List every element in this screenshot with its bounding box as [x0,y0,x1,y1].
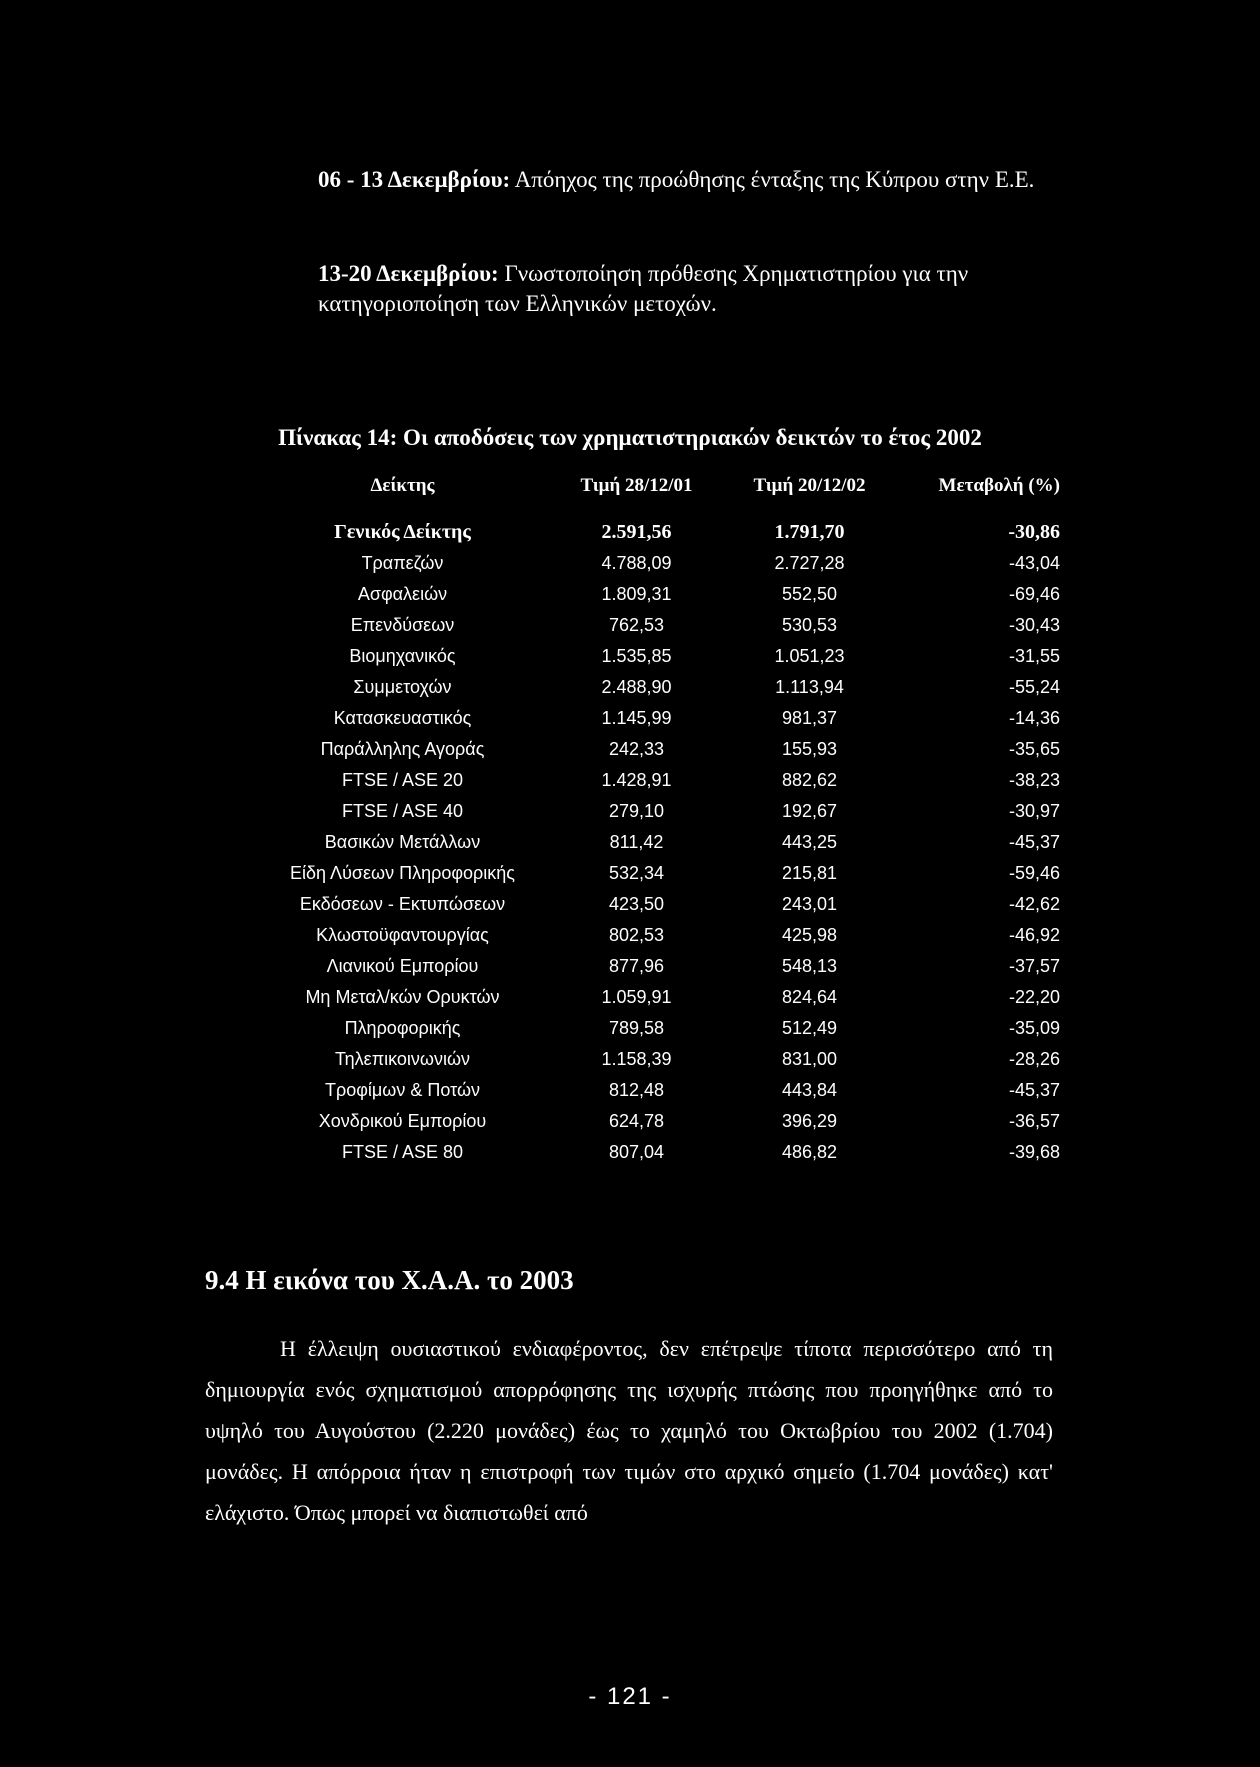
value-2002: 530,53 [781,615,838,635]
change-pct: -36,57 [1008,1111,1060,1131]
value-2002: 443,84 [781,1080,838,1100]
change-pct: -28,26 [1008,1049,1060,1069]
value-2002: 831,00 [781,1049,838,1069]
table-row [250,1075,1060,1106]
table-row [250,579,1060,610]
change-pct: -59,46 [1008,863,1060,883]
index-name: FTSE / ASE 40 [341,801,464,821]
value-2001: 4.788,09 [601,553,672,573]
change-pct: -55,24 [1008,677,1060,697]
value-2002: 1.051,23 [774,646,845,666]
change-pct: -30,86 [1008,521,1060,543]
change-pct: -37,57 [1008,956,1060,976]
value-2002: 548,13 [781,956,838,976]
index-name: Χονδρικού Εμπορίου [318,1111,487,1131]
table-row [250,672,1060,703]
value-2002: 981,37 [781,708,838,728]
index-name: Γενικός Δείκτης [334,521,471,543]
value-2001: 624,78 [608,1111,665,1131]
table-row [250,765,1060,796]
change-pct: -35,65 [1008,739,1060,759]
value-2002: 2.727,28 [774,553,845,573]
index-name: Εκδόσεων - Εκτυπώσεων [299,894,506,914]
table-row [250,982,1060,1013]
value-2002: 443,25 [781,832,838,852]
index-name: FTSE / ASE 80 [341,1142,464,1162]
table-row [250,1013,1060,1044]
header-value-2001: Τιμή 28/12/01 [580,475,693,496]
value-2002: 215,81 [781,863,838,883]
value-2001: 279,10 [608,801,665,821]
index-name: Ασφαλειών [357,584,448,604]
index-name: FTSE / ASE 20 [341,770,464,790]
value-2001: 762,53 [608,615,665,635]
change-pct: -43,04 [1008,553,1060,573]
change-pct: -22,20 [1008,987,1060,1007]
value-2002: 243,01 [781,894,838,914]
index-name: Τραπεζών [361,553,444,573]
index-name: Παράλληλης Αγοράς [320,739,485,759]
table-header-row [250,455,1060,517]
table-title: Πίνακας 14: Οι αποδόσεις των χρηματιστηριακών δεικτών το έτος 2002 [278,425,982,450]
value-2002: 1.113,94 [775,677,844,697]
intro-entry-2 [318,259,1058,319]
value-2001: 242,33 [608,739,665,759]
change-pct: -39,68 [1008,1142,1060,1162]
index-name: Τροφίμων & Ποτών [324,1080,480,1100]
change-pct: -42,62 [1008,894,1060,914]
index-name: Συμμετοχών [353,677,452,697]
value-2001: 1.809,31 [601,584,672,604]
index-name: Βασικών Μετάλλων [324,832,481,852]
change-pct: -30,43 [1008,615,1060,635]
index-name: Τηλεπικοινωνιών [334,1049,471,1069]
value-2001: 1.145,99 [601,708,672,728]
intro-entry-1 [318,165,1058,195]
table-row [250,703,1060,734]
index-name: Είδη Λύσεων Πληροφορικής [290,863,515,883]
value-2002: 882,62 [781,770,838,790]
table-row [250,827,1060,858]
value-2001: 789,58 [608,1018,665,1038]
section-heading: 9.4 Η εικόνα του Χ.Α.Α. το 2003 [205,1265,574,1295]
intro-date-2: 13-20 Δεκεμβρίου: [318,261,499,286]
value-2002: 425,98 [781,925,838,945]
value-2002: 552,50 [781,584,838,604]
change-pct: -69,46 [1008,584,1060,604]
index-returns-table [250,455,1060,1168]
change-pct: -31,55 [1008,646,1060,666]
value-2001: 532,34 [608,863,665,883]
value-2001: 802,53 [608,925,665,945]
value-2001: 812,48 [608,1080,665,1100]
table-row [250,1137,1060,1168]
table-row [250,1106,1060,1137]
index-name: Λιανικού Εμπορίου [326,956,479,976]
value-2001: 2.488,90 [601,677,672,697]
value-2001: 877,96 [608,956,665,976]
table-row [250,889,1060,920]
table-row [250,858,1060,889]
change-pct: -45,37 [1008,1080,1060,1100]
header-change: Μεταβολή (%) [938,475,1060,496]
value-2001: 1.158,39 [601,1049,672,1069]
value-2001: 807,04 [608,1142,665,1162]
value-2002: 1.791,70 [774,521,845,543]
intro-text-1: Απόηχος της προώθησης ένταξης της Κύπρου στην Ε.Ε. [510,167,1035,192]
table-row [250,734,1060,765]
table-body [250,517,1060,1168]
value-2002: 512,49 [781,1018,838,1038]
index-name: Πληροφορικής [344,1018,461,1038]
table-row [250,1044,1060,1075]
table-row [250,548,1060,579]
table-row [250,517,1060,548]
value-2001: 811,42 [609,832,664,852]
change-pct: -30,97 [1008,801,1060,821]
value-2001: 1.059,91 [601,987,672,1007]
change-pct: -38,23 [1008,770,1060,790]
index-name: Κλωστοϋφαντουργίας [316,925,489,945]
value-2002: 824,64 [781,987,838,1007]
value-2002: 396,29 [781,1111,838,1131]
change-pct: -35,09 [1008,1018,1060,1038]
value-2002: 155,93 [781,739,838,759]
table-row [250,610,1060,641]
value-2001: 1.428,91 [601,770,672,790]
change-pct: -45,37 [1008,832,1060,852]
change-pct: -14,36 [1008,708,1060,728]
index-name: Κατασκευαστικός [333,708,472,728]
section-body: Η έλλειψη ουσιαστικού ενδιαφέροντος, δεν επέτρεψε τίποτα περισσότερο από τη δημιουργία ενός σχηματισμού απορρόφησης της ισχυρής πτώσης που προηγήθηκε από το υψηλό του Αυγούστου (2.220 μονάδες) έως το χαμηλό του Οκτωβρίου του 2002 (1.704) μονάδες. Η απόρροια ήταν η επιστροφή των τιμών στο αρχικό σημείο (1.704 μονάδες) κατ' ελάχιστο. Όπως μπορεί να διαπιστωθεί από [205,1336,1053,1525]
change-pct: -46,92 [1008,925,1060,945]
value-2001: 2.591,56 [601,521,672,543]
table-row [250,641,1060,672]
page-number: - 121 - [588,1683,672,1710]
index-name: Μη Μεταλ/κών Ορυκτών [305,987,500,1007]
index-name: Επενδύσεων [350,615,455,635]
intro-text-2: Γνωστοποίηση πρόθεσης Χρηματιστηρίου για την κατηγοριοποίηση των Ελληνικών μετοχών. [318,261,969,316]
value-2001: 423,50 [608,894,665,914]
header-value-2002: Τιμή 20/12/02 [753,475,866,496]
intro-date-1: 06 - 13 Δεκεμβρίου: [318,167,511,192]
value-2001: 1.535,85 [601,646,672,666]
index-name: Βιομηχανικός [349,646,456,666]
table-row [250,796,1060,827]
header-index: Δείκτης [370,475,435,496]
table-row [250,920,1060,951]
table-row [250,951,1060,982]
value-2002: 192,67 [781,801,838,821]
value-2002: 486,82 [781,1142,838,1162]
